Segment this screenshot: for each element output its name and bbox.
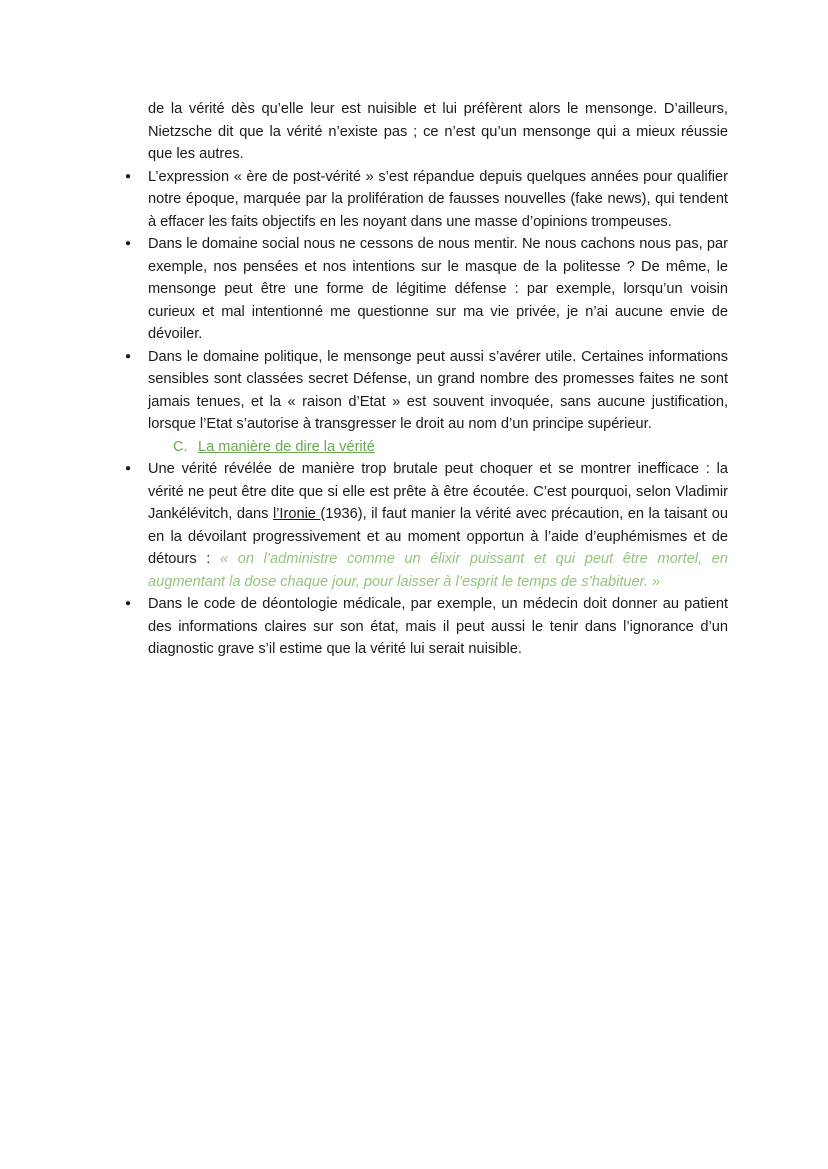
bullet-icon: ● [125, 350, 132, 362]
list-item-deontologie-medicale [125, 593, 728, 661]
bullet-icon: ● [125, 598, 132, 609]
list-item-text: Dans le domaine social nous ne cessons de nous mentir. Ne nous cachons nous pas, par exemple, nos pensées et nos intentions sur le masque de la politesse ? De même, le mensonge peut être une forme de légitime défense : par exemple, lorsqu’un voisin curieux et mal intentionné me questionne sur ma vie privée, je n’ai aucune envie de dévoiler. [148, 236, 728, 342]
list-item-text: Dans le code de déontologie médicale, par exemple, un médecin doit donner au patient des informations claires sur son état, mais il peut aussi le tenir dans l’ignorance d’un diagnostic grave s’il estime que la vérité lui serait nuisible. [148, 596, 728, 657]
intro-paragraph: de la vérité dès qu’elle leur est nuisible et lui préfèrent alors le mensonge. D’ailleurs, Nietzsche dit que la vérité n’existe pas ; ce n’est qu’un mensonge qui a mieux réussie que les autres. [148, 101, 728, 162]
section-heading [173, 436, 728, 459]
book-title: l’Ironie [272, 506, 321, 522]
bullet-icon: ● [125, 463, 132, 474]
document-body [125, 98, 728, 661]
list-item-text: Dans le domaine politique, le mensonge peut aussi s’avérer utile. Certaines informations sensibles sont classées secret Défense, un grand nombre des promesses faites ne sont jamais tenues, et la « raison d’Etat » est souvent invoquée, sans aucune justification, lorsque l’Etat s’autorise à transgresser le droit au nom d’un principe supérieur. [148, 348, 728, 432]
bullet-list-part1 [125, 166, 728, 436]
list-item-domaine-politique [125, 346, 728, 436]
jankelevitch-quote: « on l’administre comme un élixir puissant et qui peut être mortel, en augmentant la dose chaque jour, pour laisser à l’esprit le temps de s’habituer. » [148, 551, 728, 590]
bullet-icon: ● [125, 170, 132, 182]
section-heading-title: La manière de dire la vérité [198, 438, 375, 455]
bullet-icon: ● [125, 238, 132, 249]
list-item-text-before-title: Une vérité révélée de manière trop brutale peut choquer et se montrer inefficace : la vérité ne peut être dite que si elle est prête à être écoutée. C’est pourquoi, selon Vladimir Jankélévitch, dans [148, 461, 728, 522]
list-item-post-verite [125, 166, 728, 234]
list-item-text: L’expression « ère de post-vérité » s’est répandue depuis quelques années pour qualifier notre époque, marquée par la prolifération de fausses nouvelles (fake news), qui tendent à effacer les faits objectifs en les noyant dans une masse d’opinions trompeuses. [148, 168, 728, 230]
list-item-jankelevitch [125, 458, 728, 593]
bullet-list-part2 [125, 458, 728, 661]
section-heading-letter: C. [173, 438, 188, 455]
list-item-text-after-title: (1936), il faut manier la vérité avec précaution, en la taisant ou en la dévoilant progressivement et au moment opportun à l’aide d’euphémismes et de détours : [148, 506, 728, 567]
list-item-domaine-social [125, 233, 728, 346]
